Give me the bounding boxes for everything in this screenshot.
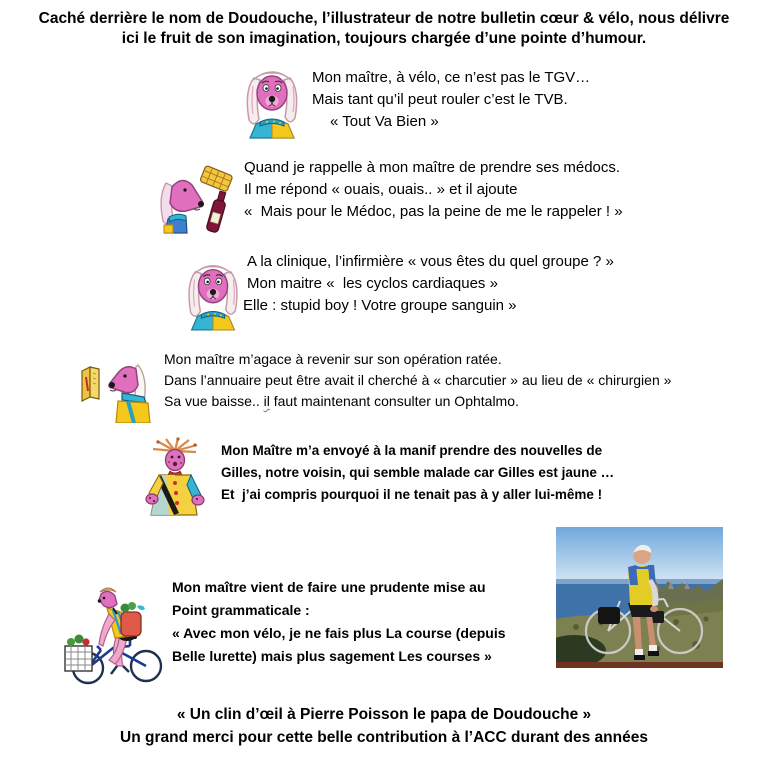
footer-line: Un grand merci pour cette belle contribution à l’ACC durant des années — [120, 729, 648, 746]
cyclist-coastal-photo — [556, 527, 723, 668]
joke-section-courses — [172, 576, 506, 668]
joke-section-medoc — [244, 157, 623, 223]
footer-line: « Un clin d’œil à Pierre Poisson le papa de Doudouche » — [176, 706, 592, 723]
joke-line: Mon maître vient de faire une prudente mise au — [172, 579, 486, 595]
dog-long-hair-portrait-icon — [236, 62, 308, 140]
dog-reading-phone-book-icon — [76, 351, 160, 423]
joke-section-tgv — [312, 67, 590, 133]
joke-line: Point grammaticale : — [172, 602, 310, 618]
joke-section-clinique — [243, 251, 614, 317]
joke-line: Quand je rappelle à mon maître de prendre ses médocs. — [244, 159, 621, 176]
dog-long-hair-portrait-icon — [178, 250, 248, 338]
dog-with-pills-and-wine-bottle-icon — [150, 161, 240, 241]
joke-line: Sa vue baisse.. il faut maintenant consulter un Ophtalmo. — [164, 393, 519, 409]
joke-section-gilles — [221, 440, 614, 506]
joke-line: « Avec mon vélo, je ne fais plus La course (depuis — [172, 625, 506, 641]
joke-line: Mon Maître m’a envoyé à la manif prendre des nouvelles de — [221, 443, 603, 458]
joke-line: A la clinique, l’infirmière « vous êtes du quel groupe ? » — [247, 253, 614, 270]
joke-line: Mon maitre « les cyclos cardiaques » — [247, 275, 498, 292]
dog-in-gilles-carnival-costume-icon — [133, 437, 217, 531]
joke-line: « Tout Va Bien » — [330, 113, 439, 130]
joke-line: Et j’ai compris pourquoi il ne tenait pas à y aller lui-même ! — [221, 487, 603, 502]
joke-section-chirurgien — [164, 349, 671, 412]
joke-line: Mon maître m’agace à revenir sur son opération ratée. — [164, 351, 502, 367]
joke-line: Elle : stupid boy ! Votre groupe sanguin » — [243, 297, 517, 314]
joke-line: Dans l’annuaire peut être avait il cherché à « charcutier » au lieu de « chirurgien » — [164, 372, 672, 388]
joke-line: Il me répond « ouais, ouais.. » et il ajoute — [244, 181, 518, 198]
joke-line: Mais tant qu’il peut rouler c’est le TVB. — [312, 91, 568, 108]
joke-line: Belle lurette) mais plus sagement Les courses » — [172, 648, 492, 664]
dog-riding-bicycle-with-groceries-icon — [57, 570, 177, 688]
joke-line: Gilles, notre voisin, qui semble malade car Gilles est jaune … — [221, 465, 615, 480]
joke-line: « Mais pour le Médoc, pas la peine de me le rappeler ! » — [244, 203, 623, 220]
joke-line: Mon maître, à vélo, ce n’est pas le TGV… — [312, 69, 591, 86]
footer-credit — [0, 703, 768, 749]
page-title: Caché derrière le nom de Doudouche, l’illustrateur de notre bulletin cœur & vélo, nous délivre ici le fruit de son imagination, toujours chargée d’une pointe d’humour. — [38, 10, 730, 47]
spellcheck-underline: il — [263, 393, 270, 409]
